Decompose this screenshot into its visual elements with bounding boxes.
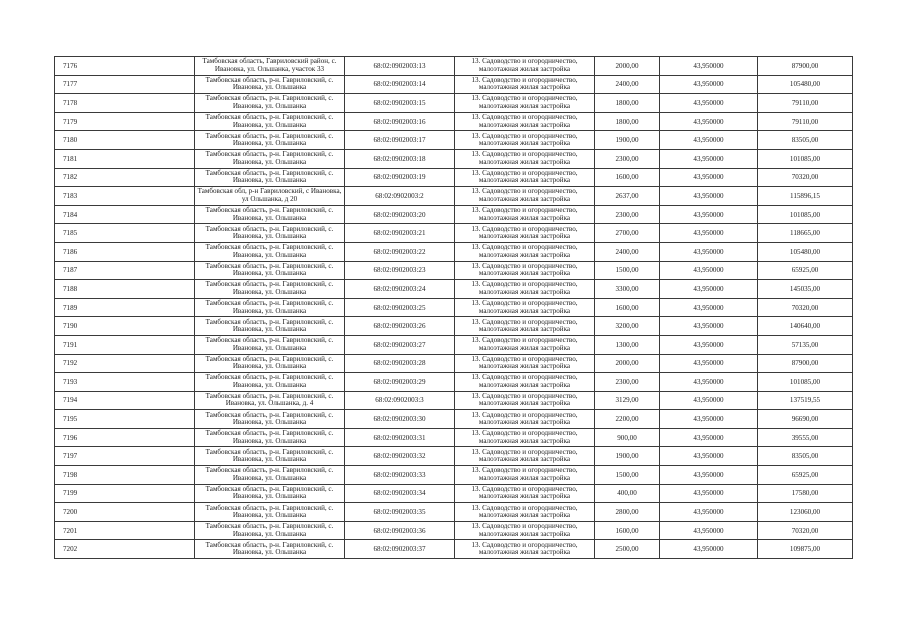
area-cell: 3129,00 [595, 391, 660, 410]
specific-value-cell: 43,950000 [660, 149, 758, 168]
table-row [55, 280, 853, 299]
area-cell: 3200,00 [595, 317, 660, 336]
table-row [55, 373, 853, 392]
table-row [55, 335, 853, 354]
table-row [55, 540, 853, 559]
land-use-cell: 13. Садоводство и огородничество, малоэтажная жилая застройка [455, 521, 595, 540]
address-cell: Тамбовская область, р-н. Гавриловский, с. Ивановка, ул. Ольшанка [195, 373, 345, 392]
area-cell: 400,00 [595, 484, 660, 503]
cadastral-value-cell: 101085,00 [758, 149, 853, 168]
cadastral-number-cell: 68:02:0902003:20 [345, 205, 455, 224]
address-cell: Тамбовская область, р-н. Гавриловский, с. Ивановка, ул. Ольшанка [195, 94, 345, 113]
land-use-cell: 13. Садоводство и огородничество, малоэтажная жилая застройка [455, 187, 595, 206]
address-cell: Тамбовская область, р-н. Гавриловский, с. Ивановка, ул. Ольшанка [195, 540, 345, 559]
land-use-cell: 13. Садоводство и огородничество, малоэтажная жилая застройка [455, 466, 595, 485]
row-number: 7180 [55, 131, 195, 150]
cadastral-number-cell: 68:02:0902003:29 [345, 373, 455, 392]
row-number: 7190 [55, 317, 195, 336]
address-cell: Тамбовская область, р-н. Гавриловский, с. Ивановка, ул. Ольшанка [195, 242, 345, 261]
land-use-cell: 13. Садоводство и огородничество, малоэтажная жилая застройка [455, 261, 595, 280]
cadastral-number-cell: 68:02:0902003:3 [345, 391, 455, 410]
specific-value-cell: 43,950000 [660, 503, 758, 522]
cadastral-value-cell: 105480,00 [758, 75, 853, 94]
row-number: 7189 [55, 298, 195, 317]
specific-value-cell: 43,950000 [660, 317, 758, 336]
land-use-cell: 13. Садоводство и огородничество, малоэтажная жилая застройка [455, 447, 595, 466]
row-number: 7198 [55, 466, 195, 485]
row-number: 7176 [55, 57, 195, 76]
cadastral-number-cell: 68:02:0902003:28 [345, 354, 455, 373]
specific-value-cell: 43,950000 [660, 94, 758, 113]
cadastral-value-cell: 101085,00 [758, 373, 853, 392]
cadastral-value-cell: 105480,00 [758, 242, 853, 261]
table-row [55, 298, 853, 317]
table-row [55, 261, 853, 280]
specific-value-cell: 43,950000 [660, 205, 758, 224]
cadastral-value-cell: 65925,00 [758, 466, 853, 485]
cadastral-value-cell: 57135,00 [758, 335, 853, 354]
row-number: 7187 [55, 261, 195, 280]
area-cell: 1800,00 [595, 94, 660, 113]
land-use-cell: 13. Садоводство и огородничество, малоэтажная жилая застройка [455, 131, 595, 150]
address-cell: Тамбовская обл, р-н Гавриловский, с Ивановка, ул Ольшанка, д 20 [195, 187, 345, 206]
cadastral-number-cell: 68:02:0902003:26 [345, 317, 455, 336]
address-cell: Тамбовская область, р-н. Гавриловский, с. Ивановка, ул. Ольшанка [195, 354, 345, 373]
area-cell: 2500,00 [595, 540, 660, 559]
cadastral-number-cell: 68:02:0902003:34 [345, 484, 455, 503]
area-cell: 1900,00 [595, 131, 660, 150]
specific-value-cell: 43,950000 [660, 335, 758, 354]
address-cell: Тамбовская область, р-н. Гавриловский, с. Ивановка, ул. Ольшанка [195, 112, 345, 131]
land-use-cell: 13. Садоводство и огородничество, малоэтажная жилая застройка [455, 503, 595, 522]
land-use-cell: 13. Садоводство и огородничество, малоэтажная жилая застройка [455, 57, 595, 76]
specific-value-cell: 43,950000 [660, 280, 758, 299]
cadastral-value-cell: 70320,00 [758, 521, 853, 540]
table-row [55, 168, 853, 187]
cadastral-value-cell: 83505,00 [758, 447, 853, 466]
land-use-cell: 13. Садоводство и огородничество, малоэтажная жилая застройка [455, 540, 595, 559]
address-cell: Тамбовская область, Гавриловский район, с. Ивановка, ул. Ольшанка, участок 33 [195, 57, 345, 76]
cadastral-value-cell: 79110,00 [758, 112, 853, 131]
row-number: 7186 [55, 242, 195, 261]
cadastral-number-cell: 68:02:0902003:22 [345, 242, 455, 261]
cadastral-value-cell: 79110,00 [758, 94, 853, 113]
cadastral-number-cell: 68:02:0902003:23 [345, 261, 455, 280]
cadastral-value-cell: 137519,55 [758, 391, 853, 410]
table-row [55, 242, 853, 261]
cadastral-number-cell: 68:02:0902003:27 [345, 335, 455, 354]
cadastral-number-cell: 68:02:0902003:14 [345, 75, 455, 94]
row-number: 7201 [55, 521, 195, 540]
address-cell: Тамбовская область, р-н. Гавриловский, с. Ивановка, ул. Ольшанка [195, 521, 345, 540]
area-cell: 1300,00 [595, 335, 660, 354]
row-number: 7185 [55, 224, 195, 243]
land-use-cell: 13. Садоводство и огородничество, малоэтажная жилая застройка [455, 354, 595, 373]
row-number: 7200 [55, 503, 195, 522]
cadastral-number-cell: 68:02:0902003:32 [345, 447, 455, 466]
area-cell: 1500,00 [595, 261, 660, 280]
land-use-cell: 13. Садоводство и огородничество, малоэтажная жилая застройка [455, 484, 595, 503]
row-number: 7193 [55, 373, 195, 392]
table-row [55, 484, 853, 503]
row-number: 7202 [55, 540, 195, 559]
table-row [55, 187, 853, 206]
row-number: 7184 [55, 205, 195, 224]
cadastral-value-cell: 109875,00 [758, 540, 853, 559]
area-cell: 1500,00 [595, 466, 660, 485]
table-row [55, 205, 853, 224]
table-row [55, 224, 853, 243]
land-use-cell: 13. Садоводство и огородничество, малоэтажная жилая застройка [455, 224, 595, 243]
specific-value-cell: 43,950000 [660, 391, 758, 410]
cadastral-number-cell: 68:02:0902003:31 [345, 428, 455, 447]
land-use-cell: 13. Садоводство и огородничество, малоэтажная жилая застройка [455, 391, 595, 410]
cadastral-value-cell: 17580,00 [758, 484, 853, 503]
table-row [55, 391, 853, 410]
address-cell: Тамбовская область, р-н. Гавриловский, с. Ивановка, ул. Ольшанка [195, 149, 345, 168]
table-row [55, 521, 853, 540]
land-use-cell: 13. Садоводство и огородничество, малоэтажная жилая застройка [455, 168, 595, 187]
row-number: 7188 [55, 280, 195, 299]
specific-value-cell: 43,950000 [660, 354, 758, 373]
address-cell: Тамбовская область, р-н. Гавриловский, с. Ивановка, ул. Ольшанка [195, 484, 345, 503]
row-number: 7192 [55, 354, 195, 373]
address-cell: Тамбовская область, р-н. Гавриловский, с. Ивановка, ул. Ольшанка [195, 168, 345, 187]
address-cell: Тамбовская область, р-н. Гавриловский, с. Ивановка, ул. Ольшанка [195, 261, 345, 280]
row-number: 7181 [55, 149, 195, 168]
table-row [55, 410, 853, 429]
table-row [55, 94, 853, 113]
cadastral-number-cell: 68:02:0902003:36 [345, 521, 455, 540]
row-number: 7182 [55, 168, 195, 187]
area-cell: 2637,00 [595, 187, 660, 206]
cadastral-number-cell: 68:02:0902003:37 [345, 540, 455, 559]
area-cell: 2000,00 [595, 354, 660, 373]
specific-value-cell: 43,950000 [660, 373, 758, 392]
specific-value-cell: 43,950000 [660, 224, 758, 243]
address-cell: Тамбовская область, р-н. Гавриловский, с. Ивановка, ул. Ольшанка [195, 447, 345, 466]
cadastral-number-cell: 68:02:0902003:25 [345, 298, 455, 317]
specific-value-cell: 43,950000 [660, 261, 758, 280]
specific-value-cell: 43,950000 [660, 57, 758, 76]
address-cell: Тамбовская область, р-н. Гавриловский, с. Ивановка, ул. Ольшанка [195, 428, 345, 447]
area-cell: 2800,00 [595, 503, 660, 522]
area-cell: 900,00 [595, 428, 660, 447]
cadastral-value-cell: 118665,00 [758, 224, 853, 243]
row-number: 7177 [55, 75, 195, 94]
row-number: 7183 [55, 187, 195, 206]
area-cell: 2000,00 [595, 57, 660, 76]
area-cell: 1600,00 [595, 521, 660, 540]
cadastral-number-cell: 68:02:0902003:21 [345, 224, 455, 243]
cadastral-number-cell: 68:02:0902003:24 [345, 280, 455, 299]
cadastral-value-cell: 70320,00 [758, 168, 853, 187]
specific-value-cell: 43,950000 [660, 484, 758, 503]
address-cell: Тамбовская область, р-н. Гавриловский, с. Ивановка, ул. Ольшанка [195, 335, 345, 354]
table-row [55, 57, 853, 76]
specific-value-cell: 43,950000 [660, 242, 758, 261]
area-cell: 2400,00 [595, 242, 660, 261]
cadastral-value-cell: 115896,15 [758, 187, 853, 206]
row-number: 7196 [55, 428, 195, 447]
land-use-cell: 13. Садоводство и огородничество, малоэтажная жилая застройка [455, 428, 595, 447]
area-cell: 2700,00 [595, 224, 660, 243]
address-cell: Тамбовская область, р-н. Гавриловский, с. Ивановка, ул. Ольшанка [195, 298, 345, 317]
address-cell: Тамбовская область, р-н. Гавриловский, с. Ивановка, ул. Ольшанка [195, 466, 345, 485]
table-body [55, 57, 853, 559]
specific-value-cell: 43,950000 [660, 410, 758, 429]
area-cell: 1600,00 [595, 298, 660, 317]
cadastral-number-cell: 68:02:0902003:2 [345, 187, 455, 206]
area-cell: 2300,00 [595, 373, 660, 392]
table-row [55, 149, 853, 168]
address-cell: Тамбовская область, р-н. Гавриловский, с. Ивановка, ул. Ольшанка [195, 410, 345, 429]
land-use-cell: 13. Садоводство и огородничество, малоэтажная жилая застройка [455, 298, 595, 317]
specific-value-cell: 43,950000 [660, 168, 758, 187]
address-cell: Тамбовская область, р-н. Гавриловский, с. Ивановка, ул. Ольшанка, д. 4 [195, 391, 345, 410]
table-row [55, 112, 853, 131]
specific-value-cell: 43,950000 [660, 131, 758, 150]
area-cell: 2400,00 [595, 75, 660, 94]
cadastral-value-cell: 65925,00 [758, 261, 853, 280]
cadastral-number-cell: 68:02:0902003:17 [345, 131, 455, 150]
land-use-cell: 13. Садоводство и огородничество, малоэтажная жилая застройка [455, 335, 595, 354]
table-row [55, 447, 853, 466]
cadastral-value-cell: 145035,00 [758, 280, 853, 299]
address-cell: Тамбовская область, р-н. Гавриловский, с. Ивановка, ул. Ольшанка [195, 280, 345, 299]
cadastral-value-cell: 123060,00 [758, 503, 853, 522]
area-cell: 1800,00 [595, 112, 660, 131]
land-use-cell: 13. Садоводство и огородничество, малоэтажная жилая застройка [455, 205, 595, 224]
row-number: 7195 [55, 410, 195, 429]
specific-value-cell: 43,950000 [660, 521, 758, 540]
table-row [55, 428, 853, 447]
table-row [55, 317, 853, 336]
specific-value-cell: 43,950000 [660, 428, 758, 447]
cadastral-value-cell: 83505,00 [758, 131, 853, 150]
cadastral-value-cell: 70320,00 [758, 298, 853, 317]
address-cell: Тамбовская область, р-н. Гавриловский, с. Ивановка, ул. Ольшанка [195, 75, 345, 94]
row-number: 7179 [55, 112, 195, 131]
land-use-cell: 13. Садоводство и огородничество, малоэтажная жилая застройка [455, 410, 595, 429]
specific-value-cell: 43,950000 [660, 540, 758, 559]
land-use-cell: 13. Садоводство и огородничество, малоэтажная жилая застройка [455, 242, 595, 261]
table-row [55, 75, 853, 94]
cadastral-number-cell: 68:02:0902003:15 [345, 94, 455, 113]
land-use-cell: 13. Садоводство и огородничество, малоэтажная жилая застройка [455, 112, 595, 131]
table-row [55, 354, 853, 373]
area-cell: 2200,00 [595, 410, 660, 429]
address-cell: Тамбовская область, р-н. Гавриловский, с. Ивановка, ул. Ольшанка [195, 224, 345, 243]
table-row [55, 503, 853, 522]
cadastral-value-cell: 39555,00 [758, 428, 853, 447]
land-use-cell: 13. Садоводство и огородничество, малоэтажная жилая застройка [455, 149, 595, 168]
address-cell: Тамбовская область, р-н. Гавриловский, с. Ивановка, ул. Ольшанка [195, 205, 345, 224]
cadastral-number-cell: 68:02:0902003:33 [345, 466, 455, 485]
cadastral-number-cell: 68:02:0902003:35 [345, 503, 455, 522]
cadastral-value-cell: 101085,00 [758, 205, 853, 224]
area-cell: 2300,00 [595, 149, 660, 168]
cadastral-value-cell: 87900,00 [758, 354, 853, 373]
specific-value-cell: 43,950000 [660, 466, 758, 485]
row-number: 7178 [55, 94, 195, 113]
address-cell: Тамбовская область, р-н. Гавриловский, с. Ивановка, ул. Ольшанка [195, 131, 345, 150]
area-cell: 2300,00 [595, 205, 660, 224]
cadastral-number-cell: 68:02:0902003:18 [345, 149, 455, 168]
land-use-cell: 13. Садоводство и огородничество, малоэтажная жилая застройка [455, 75, 595, 94]
specific-value-cell: 43,950000 [660, 75, 758, 94]
address-cell: Тамбовская область, р-н. Гавриловский, с. Ивановка, ул. Ольшанка [195, 317, 345, 336]
land-use-cell: 13. Садоводство и огородничество, малоэтажная жилая застройка [455, 317, 595, 336]
specific-value-cell: 43,950000 [660, 447, 758, 466]
land-registry-table [54, 56, 853, 559]
specific-value-cell: 43,950000 [660, 187, 758, 206]
land-use-cell: 13. Садоводство и огородничество, малоэтажная жилая застройка [455, 280, 595, 299]
row-number: 7197 [55, 447, 195, 466]
row-number: 7194 [55, 391, 195, 410]
cadastral-number-cell: 68:02:0902003:16 [345, 112, 455, 131]
area-cell: 1600,00 [595, 168, 660, 187]
row-number: 7191 [55, 335, 195, 354]
table-row [55, 466, 853, 485]
cadastral-number-cell: 68:02:0902003:30 [345, 410, 455, 429]
address-cell: Тамбовская область, р-н. Гавриловский, с. Ивановка, ул. Ольшанка [195, 503, 345, 522]
cadastral-value-cell: 87900,00 [758, 57, 853, 76]
cadastral-value-cell: 96690,00 [758, 410, 853, 429]
row-number: 7199 [55, 484, 195, 503]
land-use-cell: 13. Садоводство и огородничество, малоэтажная жилая застройка [455, 373, 595, 392]
table-row [55, 131, 853, 150]
cadastral-number-cell: 68:02:0902003:13 [345, 57, 455, 76]
cadastral-value-cell: 140640,00 [758, 317, 853, 336]
specific-value-cell: 43,950000 [660, 298, 758, 317]
area-cell: 3300,00 [595, 280, 660, 299]
specific-value-cell: 43,950000 [660, 112, 758, 131]
land-use-cell: 13. Садоводство и огородничество, малоэтажная жилая застройка [455, 94, 595, 113]
area-cell: 1900,00 [595, 447, 660, 466]
cadastral-number-cell: 68:02:0902003:19 [345, 168, 455, 187]
